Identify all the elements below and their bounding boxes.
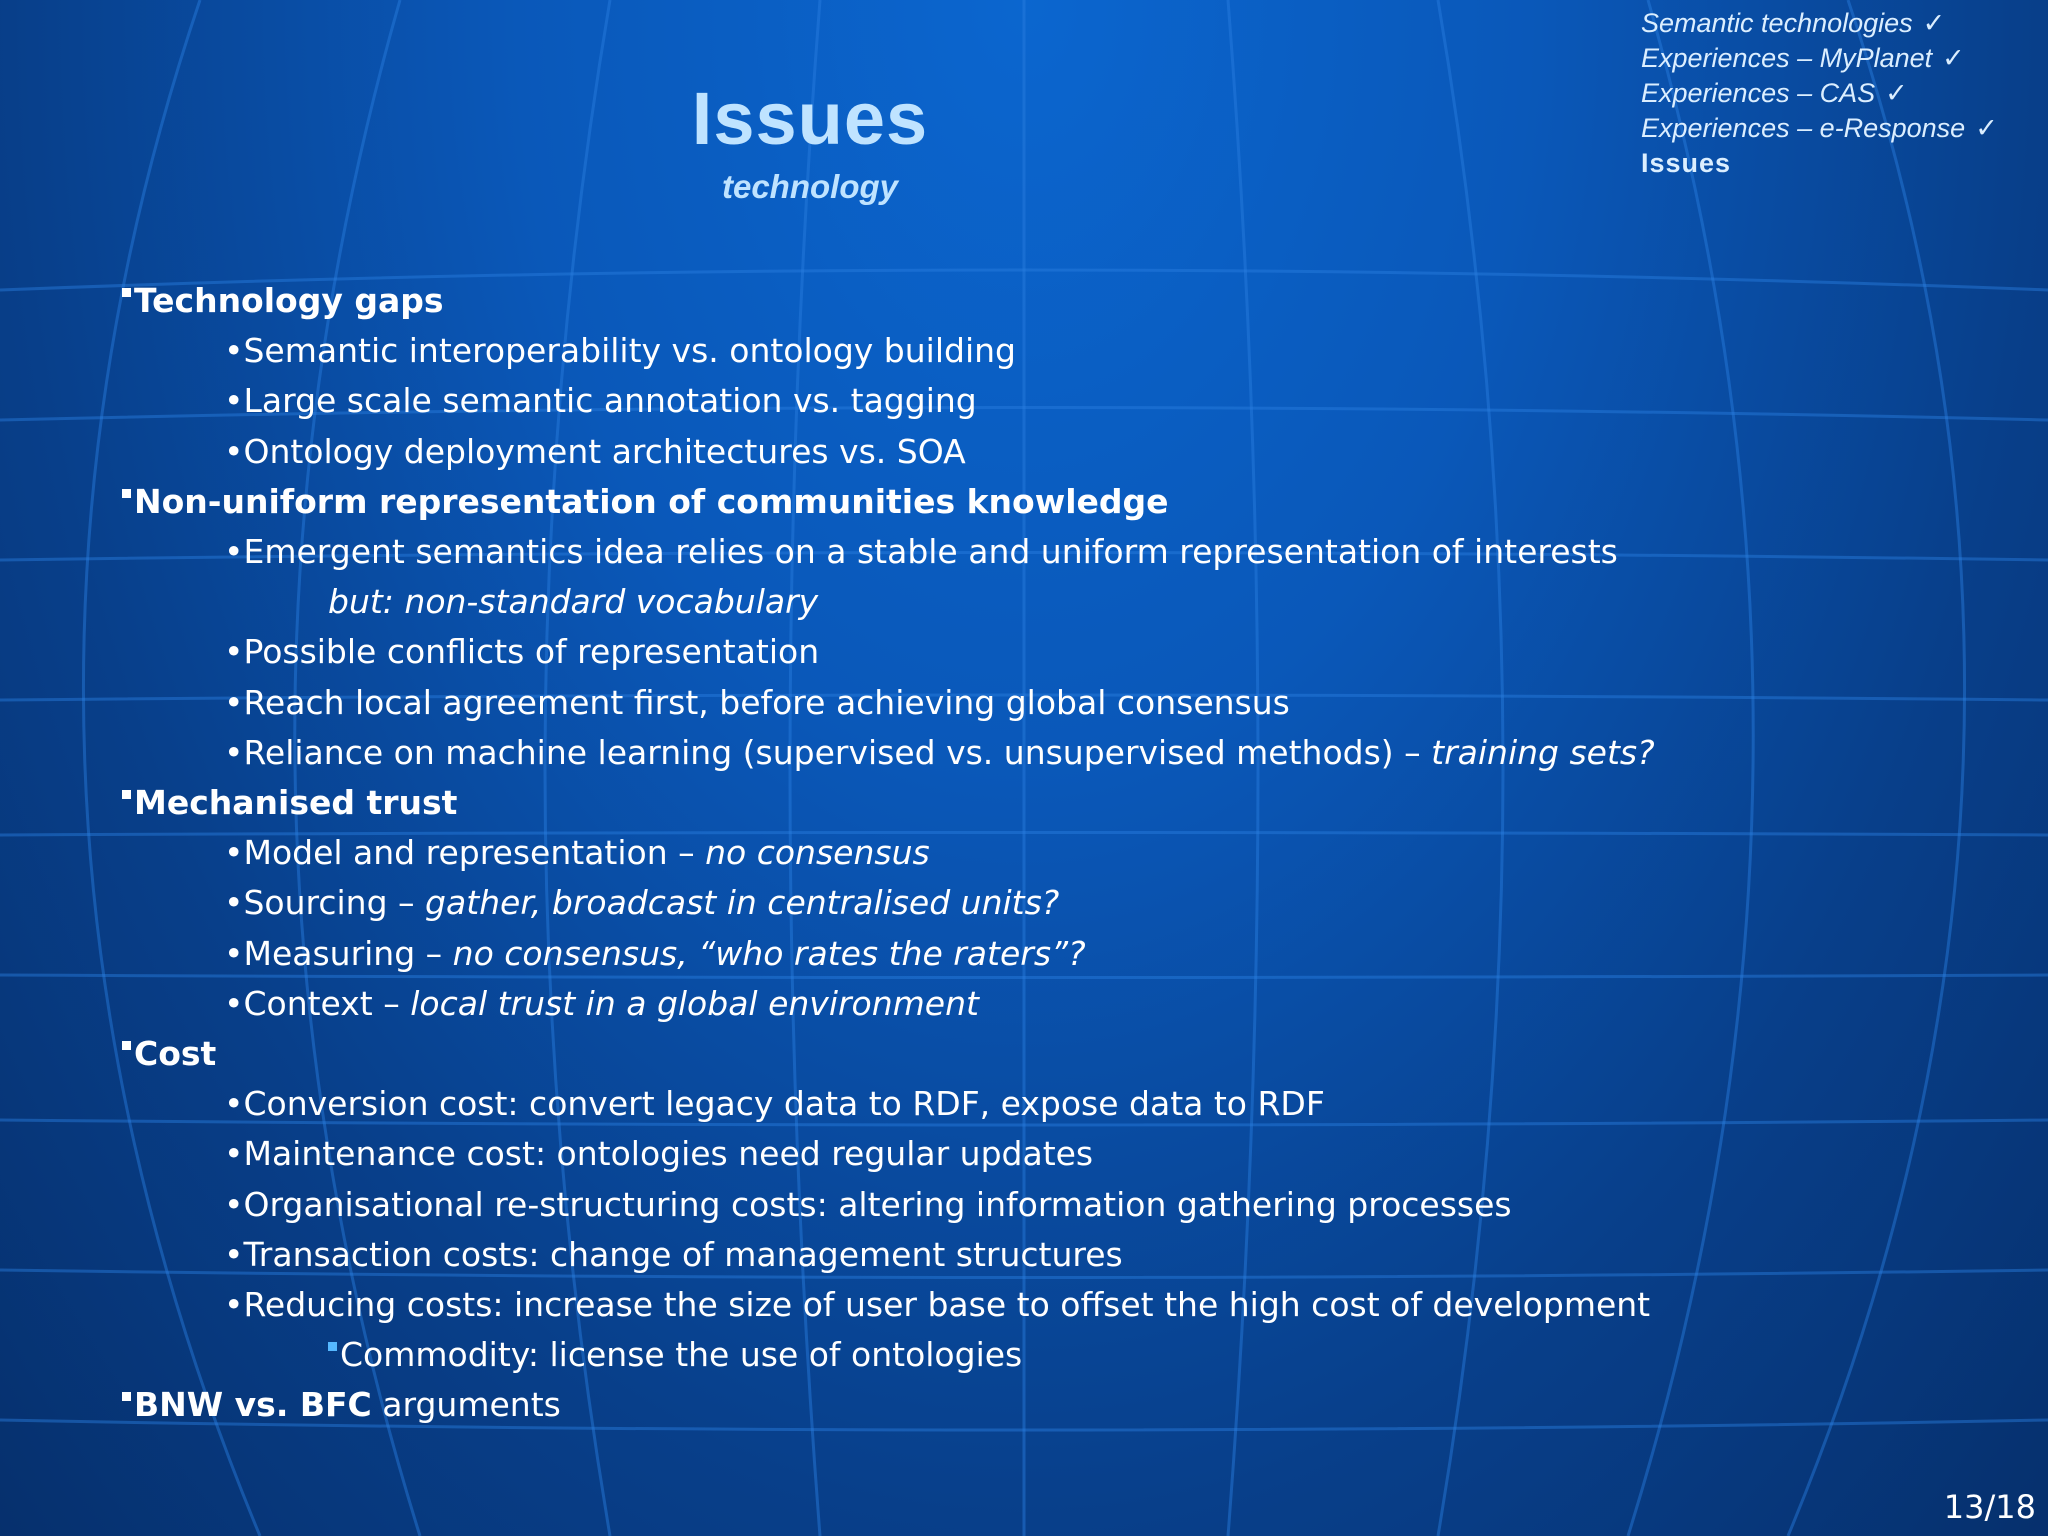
list-item: •Conversion cost: convert legacy data to RDF, expose data to RDF [224, 1084, 1325, 1124]
list-item-note: but: non-standard vocabulary [328, 582, 819, 622]
nav-item-issues[interactable]: Issues [1641, 148, 1732, 178]
nav-item-cas[interactable]: Experiences – CAS ✓ [1641, 78, 1908, 108]
nav-item-e-response[interactable]: Experiences – e-Response ✓ [1641, 113, 1998, 143]
list-item: •Reach local agreement first, before achieving global consensus [224, 682, 1290, 722]
list-item: •Measuring – no consensus, “who rates the raters”? [224, 933, 1086, 973]
list-item: •Reducing costs: increase the size of user base to offset the high cost of development [224, 1285, 1651, 1325]
square-bullet-icon [328, 1342, 337, 1351]
square-bullet-icon [122, 1392, 131, 1401]
list-item: •Ontology deployment architectures vs. SOA [224, 431, 966, 471]
list-item: •Possible conflicts of representation [224, 632, 820, 672]
square-bullet-icon [122, 1041, 131, 1050]
square-bullet-icon [122, 288, 131, 297]
list-item: •Emergent semantics idea relies on a stable and uniform representation of interests [224, 532, 1618, 572]
nav-item-semantic-technologies[interactable]: Semantic technologies ✓ [1641, 8, 1946, 38]
check-icon: ✓ [1975, 113, 1998, 143]
list-item: •Transaction costs: change of management structures [224, 1234, 1123, 1274]
list-item: •Large scale semantic annotation vs. tagging [224, 381, 977, 421]
slide-subtitle: technology [721, 168, 898, 205]
list-item: Mechanised trust [122, 778, 2002, 828]
slide-body [122, 276, 2002, 1431]
section-navigation [1641, 6, 2041, 181]
check-icon: ✓ [1922, 8, 1946, 38]
list-item: Commodity: license the use of ontologies [122, 1330, 2002, 1380]
list-item: •Reliance on machine learning (supervised vs. unsupervised methods) – training sets? [224, 732, 1655, 772]
list-item: BNW vs. BFC arguments [122, 1380, 2002, 1430]
list-item: •Semantic interoperability vs. ontology building [224, 331, 1016, 371]
square-bullet-icon [122, 489, 131, 498]
check-icon: ✓ [1942, 43, 1965, 73]
page-number: 13/18 [1943, 1488, 2036, 1526]
list-item: •Context – local trust in a global environment [224, 983, 979, 1023]
square-bullet-icon [122, 790, 131, 799]
check-icon: ✓ [1885, 78, 1908, 108]
list-item: •Organisational re-structuring costs: altering information gathering processes [224, 1184, 1512, 1224]
list-item: •Sourcing – gather, broadcast in centralised units? [224, 883, 1060, 923]
list-item: Non-uniform representation of communities knowledge [122, 477, 2002, 527]
slide-title: Issues [691, 77, 929, 160]
list-item: •Maintenance cost: ontologies need regular updates [224, 1134, 1094, 1174]
list-item: •Model and representation – no consensus [224, 833, 930, 873]
list-item: Cost [122, 1029, 2002, 1079]
nav-item-myplanet[interactable]: Experiences – MyPlanet ✓ [1641, 43, 1965, 73]
list-item: Technology gaps [122, 276, 2002, 326]
